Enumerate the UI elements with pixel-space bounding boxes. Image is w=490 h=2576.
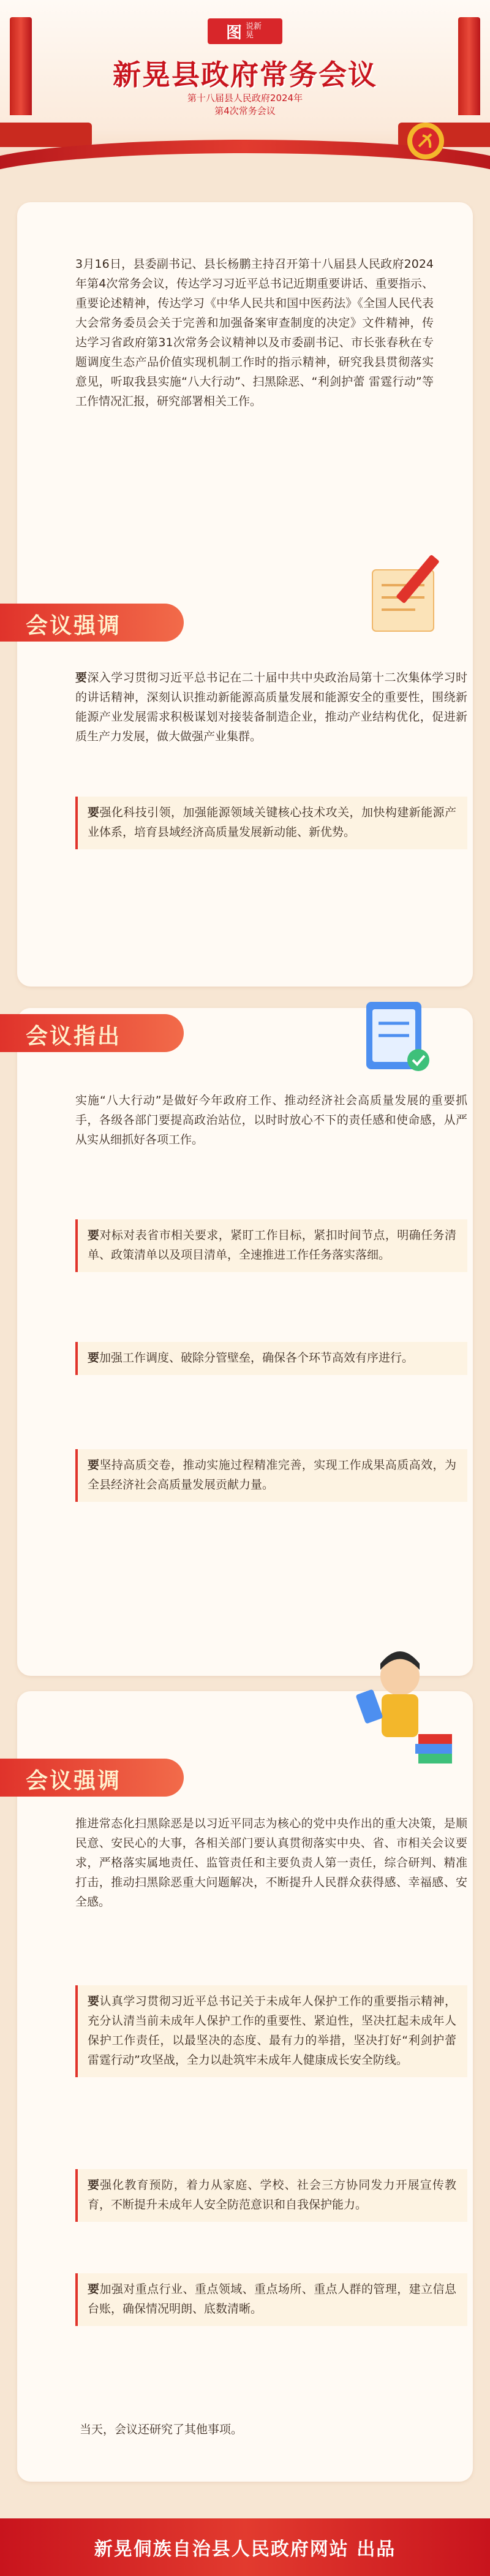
section2-title: 会议指出	[26, 1023, 122, 1048]
party-emblem-icon	[404, 119, 447, 162]
ribbon-left-decoration	[0, 123, 92, 147]
section3-item1-text: 认真学习贯彻习近平总书记关于未成年人保护工作的重要指示精神，充分认清当前未成年人保护工作的重要性、紧迫性，坚决扛起未成年人保护工作责任，以最坚决的态度、最有力的举措，坚决打好“利剑护蕾 雷霆行动”攻坚战，全力以赴筑牢未成年人健康成长安全防线。	[88, 1995, 456, 2067]
section2-item-3	[75, 1449, 467, 1502]
section3-item1-bold: 要	[88, 1995, 100, 2008]
section3-header	[0, 1752, 202, 1801]
logo-main-text: 图	[225, 23, 242, 42]
student-books-icon	[351, 1642, 455, 1777]
section2-item2-text: 加强工作调度、破除分管壁垒，确保各个环节高效有序进行。	[99, 1351, 414, 1365]
section3-item3-text: 加强对重点行业、重点领域、重点场所、重点人群的管理，建立信息台账，确保情况明朗、底数清晰。	[88, 2282, 456, 2316]
page-header	[0, 0, 490, 184]
section2-item1-text: 对标对表省市相关要求，紧盯工作目标，紧扣时间节点，明确任务清单、政策清单以及项目清单，全速推进工作任务落实落细。	[88, 1229, 456, 1262]
report-checklist-icon	[348, 990, 446, 1082]
section2-item2-bold: 要	[88, 1351, 100, 1365]
section2-item-2	[75, 1342, 467, 1375]
section3-item2-bold: 要	[88, 2178, 100, 2192]
section2-item3-bold: 要	[88, 1458, 100, 1472]
section3-item3-bold: 要	[88, 2282, 100, 2296]
section1-para2-bold: 要	[88, 806, 100, 819]
section3-card	[17, 1691, 473, 2482]
section1-para2-text: 强化科技引领，加强能源领域关键核心技术攻关，加快构建新能源产业体系，培育县域经济高质量发展新动能、新优势。	[88, 806, 456, 839]
logo	[208, 18, 282, 44]
section3-title: 会议强调	[26, 1768, 122, 1793]
section3-item-3	[75, 2273, 467, 2326]
section3-item2-text: 强化教育预防，着力从家庭、学校、社会三方协同发力开展宣传教育，不断提升未成年人安全防范意识和自我保护能力。	[88, 2178, 456, 2211]
section3-item-1	[75, 1985, 467, 2077]
intro-card	[17, 202, 473, 987]
section1-para1-text: 深入学习贯彻习近平总书记在二十届中共中央政治局第十二次集体学习时的讲话精神，深刻认识推动新能源高质量发展和能源安全的重要性，围绕新能源产业发展需求积极谋划对接装备制造企业，推动产业结构优化，促进新质生产力发展，做大做强产业集群。	[75, 671, 467, 743]
section3-item-2	[75, 2169, 467, 2222]
page-subtitle	[184, 92, 306, 118]
section2-header	[0, 1008, 202, 1057]
logo-sub-text: 说新晃	[246, 21, 262, 40]
section2-intro: 实施“八大行动”是做好今年政府工作、推动经济社会高质量发展的重要抓手，各级各部门要提高政治站位，以时时放心不下的责任感和使命感，从严从实从细抓好各项工作。	[75, 1094, 467, 1146]
subtitle-line2: 第4次常务会议	[214, 105, 276, 116]
section2-card	[17, 1008, 473, 1676]
section1-paragraph2	[75, 797, 467, 849]
section1-header	[0, 597, 202, 646]
section1-paragraph1	[75, 668, 467, 746]
section2-item3-text: 坚持高质交卷，推动实施过程精准完善，实现工作成果高质高效，为全县经济社会高质量发展贡献力量。	[88, 1458, 456, 1491]
section2-item-1	[75, 1219, 467, 1272]
subtitle-line1: 第十八届县人民政府2024年	[187, 93, 303, 104]
intro-paragraph: 3月16日，县委副书记、县长杨鹏主持召开第十八届县人民政府2024年第4次常务会议，传达学习习近平总书记近期重要讲话、重要指示、重要论述精神，传达学习《中华人民共和国中医药法》《全国人民代表大会常务委员会关于完善和加强备案审查制度的决定》文件精神，传达学习省政府第31次常务会议精神以及市委副书记、市长张春秋在专题调度生态产品价值实现机制工作时的指示精神，研究我县贯彻落实意见，听取我县实施“八大行动”、扫黑除恶、“利剑护蕾 雷霆行动”等工作情况汇报，研究部署相关工作。	[75, 257, 434, 408]
footer-credit: 新晃侗族自治县人民政府网站 出品	[0, 2518, 490, 2576]
page-title: 新晃县政府常务会议	[113, 59, 377, 91]
section2-item1-bold: 要	[88, 1229, 100, 1242]
section3-intro: 推进常态化扫黑除恶是以习近平同志为核心的党中央作出的重大决策，是顺民意、安民心的大事，各相关部门要认真贯彻落实中央、省、市相关会议要求，严格落实属地责任、监管责任和主要负责人第一责任，综合研判、精准打击，推动扫黑除恶重大问题解决，不断提升人民群众获得感、幸福感、安全感。	[75, 1817, 467, 1909]
section1-title: 会议强调	[26, 613, 122, 638]
section1-para1-bold: 要	[75, 671, 88, 684]
closing-text: 当天，会议还研究了其他事项。	[80, 2423, 243, 2436]
document-pencil-icon	[360, 545, 452, 637]
